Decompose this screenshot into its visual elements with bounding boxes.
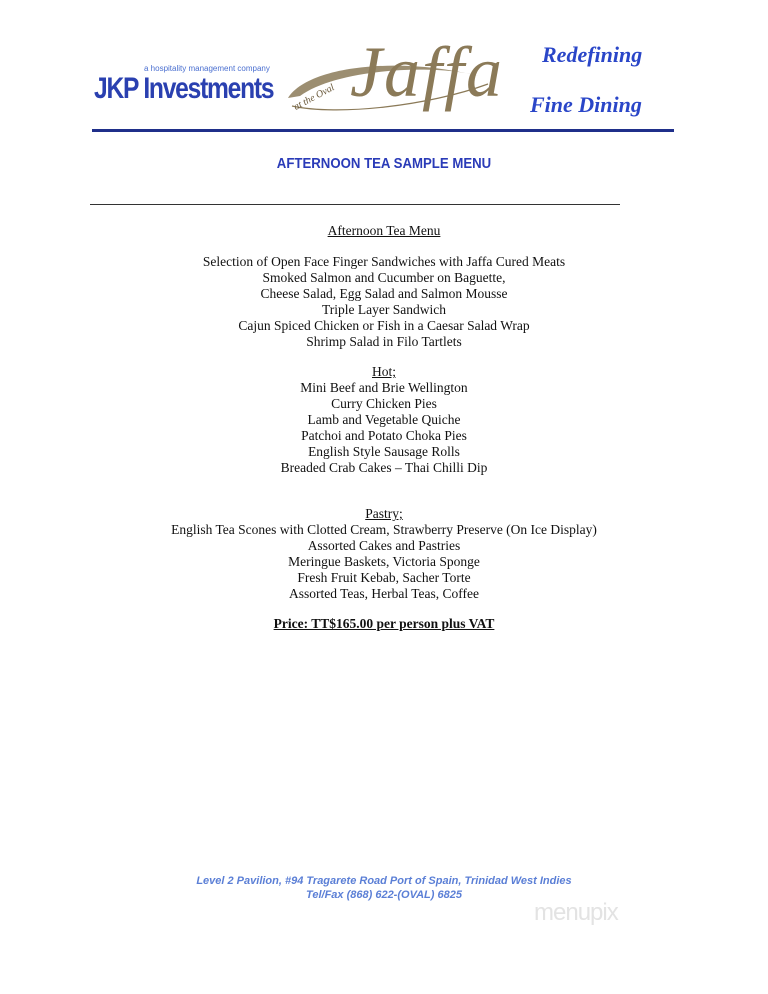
list-item: Cheese Salad, Egg Salad and Salmon Mousse — [260, 286, 508, 301]
jaffa-logo — [278, 32, 506, 132]
list-item: Meringue Baskets, Victoria Sponge — [288, 554, 480, 569]
list-item: Curry Chicken Pies — [331, 396, 437, 411]
menu-heading-block — [0, 223, 768, 239]
list-item: Mini Beef and Brie Wellington — [300, 380, 468, 395]
list-item: English Style Sausage Rolls — [308, 444, 460, 459]
footer-address: Level 2 Pavilion, #94 Tragarete Road Port of Spain, Trinidad West Indies — [196, 875, 572, 887]
watermark: menupix — [534, 899, 618, 926]
jkp-tagline: a hospitality management company — [144, 64, 270, 73]
header-divider — [92, 129, 674, 132]
list-item: Selection of Open Face Finger Sandwiches with Jaffa Cured Meats — [202, 254, 566, 269]
tagline-redefining: Redefining — [542, 42, 643, 67]
sandwich-list — [0, 254, 768, 350]
list-item: Patchoi and Potato Choka Pies — [301, 428, 467, 443]
footer-phone: Tel/Fax (868) 622-(OVAL) 6825 — [306, 889, 462, 901]
jaffa-subtitle: at the Oval — [292, 82, 337, 113]
pastry-section — [0, 506, 768, 602]
hot-section — [0, 364, 768, 476]
price-line: Price: TT$165.00 per person plus VAT — [273, 616, 495, 631]
jkp-name: JKP Investments — [94, 72, 274, 105]
list-item: Lamb and Vegetable Quiche — [307, 412, 461, 427]
list-item: Assorted Teas, Herbal Teas, Coffee — [288, 586, 480, 601]
list-item: Shrimp Salad in Filo Tartlets — [306, 334, 462, 349]
footer — [0, 874, 768, 902]
price-block — [0, 616, 768, 632]
pastry-heading: Pastry; — [365, 506, 403, 521]
list-item: Fresh Fruit Kebab, Sacher Torte — [297, 570, 471, 585]
list-item: Breaded Crab Cakes – Thai Chilli Dip — [280, 460, 488, 475]
list-item: Smoked Salmon and Cucumber on Baguette, — [262, 270, 506, 285]
jaffa-wordmark: Jaffa — [350, 32, 504, 112]
menu-heading: Afternoon Tea Menu — [327, 223, 441, 238]
list-item: Triple Layer Sandwich — [322, 302, 446, 317]
title-divider — [90, 204, 620, 205]
hot-heading: Hot; — [371, 364, 396, 379]
list-item: Cajun Spiced Chicken or Fish in a Caesar Salad Wrap — [238, 318, 530, 333]
list-item: Assorted Cakes and Pastries — [307, 538, 461, 553]
list-item: English Tea Scones with Clotted Cream, Strawberry Preserve (On Ice Display) — [171, 522, 597, 537]
jkp-logo — [94, 64, 274, 114]
page-title: AFTERNOON TEA SAMPLE MENU — [276, 155, 492, 172]
tagline-fine-dining: Fine Dining — [530, 92, 642, 117]
